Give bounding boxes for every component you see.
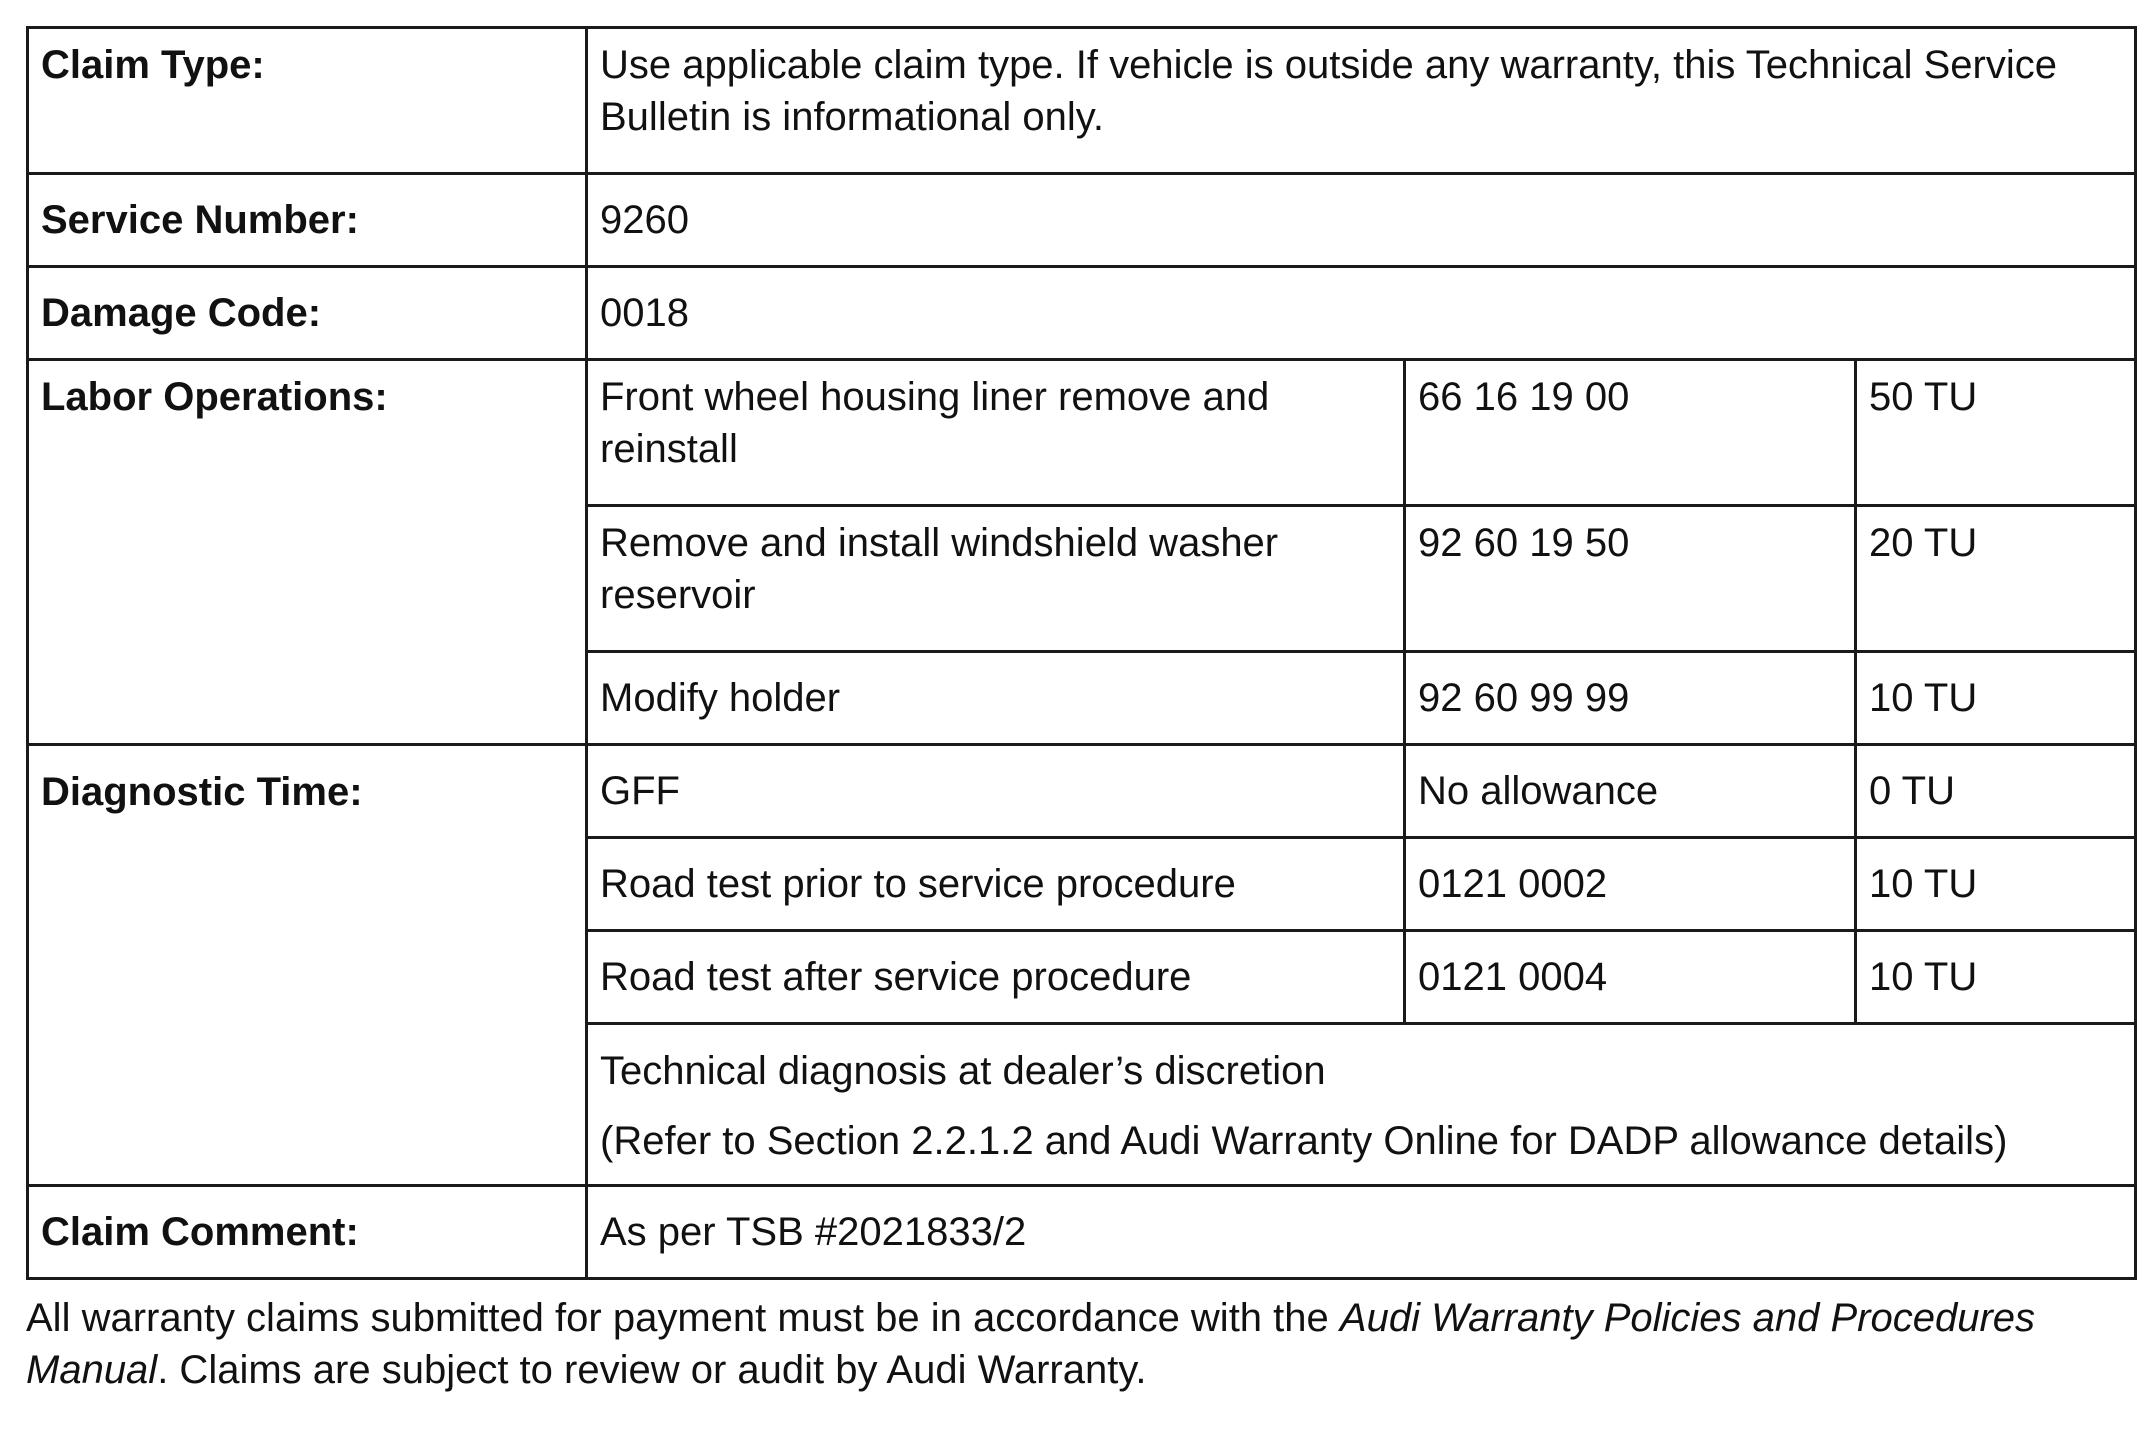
labor-operation-code: 66 16 19 00	[1405, 360, 1856, 506]
diagnostic-note-line1: Technical diagnosis at dealer’s discretion	[600, 1049, 1326, 1093]
labor-operation-row	[28, 360, 2136, 506]
diagnostic-code: 0121 0002	[1405, 838, 1856, 931]
diagnostic-description: GFF	[587, 745, 1405, 838]
damage-code-label: Damage Code:	[28, 267, 587, 360]
diagnostic-time: 0 TU	[1856, 745, 2136, 838]
claim-type-row	[28, 28, 2136, 174]
diagnostic-description: Road test after service procedure	[587, 931, 1405, 1024]
labor-operation-description: Remove and install windshield washer reservoir	[587, 506, 1405, 652]
claim-comment-label: Claim Comment:	[28, 1186, 587, 1279]
claim-comment-row	[28, 1186, 2136, 1279]
claim-comment-value: As per TSB #2021833/2	[587, 1186, 2136, 1279]
labor-operation-time: 10 TU	[1856, 652, 2136, 745]
claim-type-label: Claim Type:	[28, 28, 587, 174]
diagnostic-time-label: Diagnostic Time:	[28, 745, 587, 1186]
diagnostic-time: 10 TU	[1856, 931, 2136, 1024]
damage-code-value: 0018	[587, 267, 2136, 360]
service-number-row	[28, 174, 2136, 267]
diagnostic-note-line2: (Refer to Section 2.2.1.2 and Audi Warranty Online for DADP allowance details)	[600, 1119, 2008, 1163]
labor-operation-time: 50 TU	[1856, 360, 2136, 506]
labor-operations-label: Labor Operations:	[28, 360, 587, 745]
labor-operation-description: Front wheel housing liner remove and reinstall	[587, 360, 1405, 506]
warranty-footer-note	[26, 1292, 2136, 1396]
footer-text-before: All warranty claims submitted for payment must be in accordance with the	[26, 1296, 1340, 1340]
labor-operation-time: 20 TU	[1856, 506, 2136, 652]
footer-text-after: . Claims are subject to review or audit by Audi Warranty.	[157, 1348, 1147, 1392]
diagnostic-time: 10 TU	[1856, 838, 2136, 931]
diagnostic-time-row	[28, 745, 2136, 838]
diagnostic-note	[587, 1024, 2136, 1186]
warranty-claim-table	[26, 26, 2137, 1280]
labor-operation-description: Modify holder	[587, 652, 1405, 745]
damage-code-row	[28, 267, 2136, 360]
labor-operation-code: 92 60 19 50	[1405, 506, 1856, 652]
service-number-value: 9260	[587, 174, 2136, 267]
claim-type-value: Use applicable claim type. If vehicle is outside any warranty, this Technical Service Bulletin is informational only.	[587, 28, 2136, 174]
diagnostic-code: No allowance	[1405, 745, 1856, 838]
diagnostic-code: 0121 0004	[1405, 931, 1856, 1024]
manual-title: Audi Warranty Policies and Procedures Manual	[26, 1296, 2036, 1392]
service-number-label: Service Number:	[28, 174, 587, 267]
diagnostic-description: Road test prior to service procedure	[587, 838, 1405, 931]
labor-operation-code: 92 60 99 99	[1405, 652, 1856, 745]
